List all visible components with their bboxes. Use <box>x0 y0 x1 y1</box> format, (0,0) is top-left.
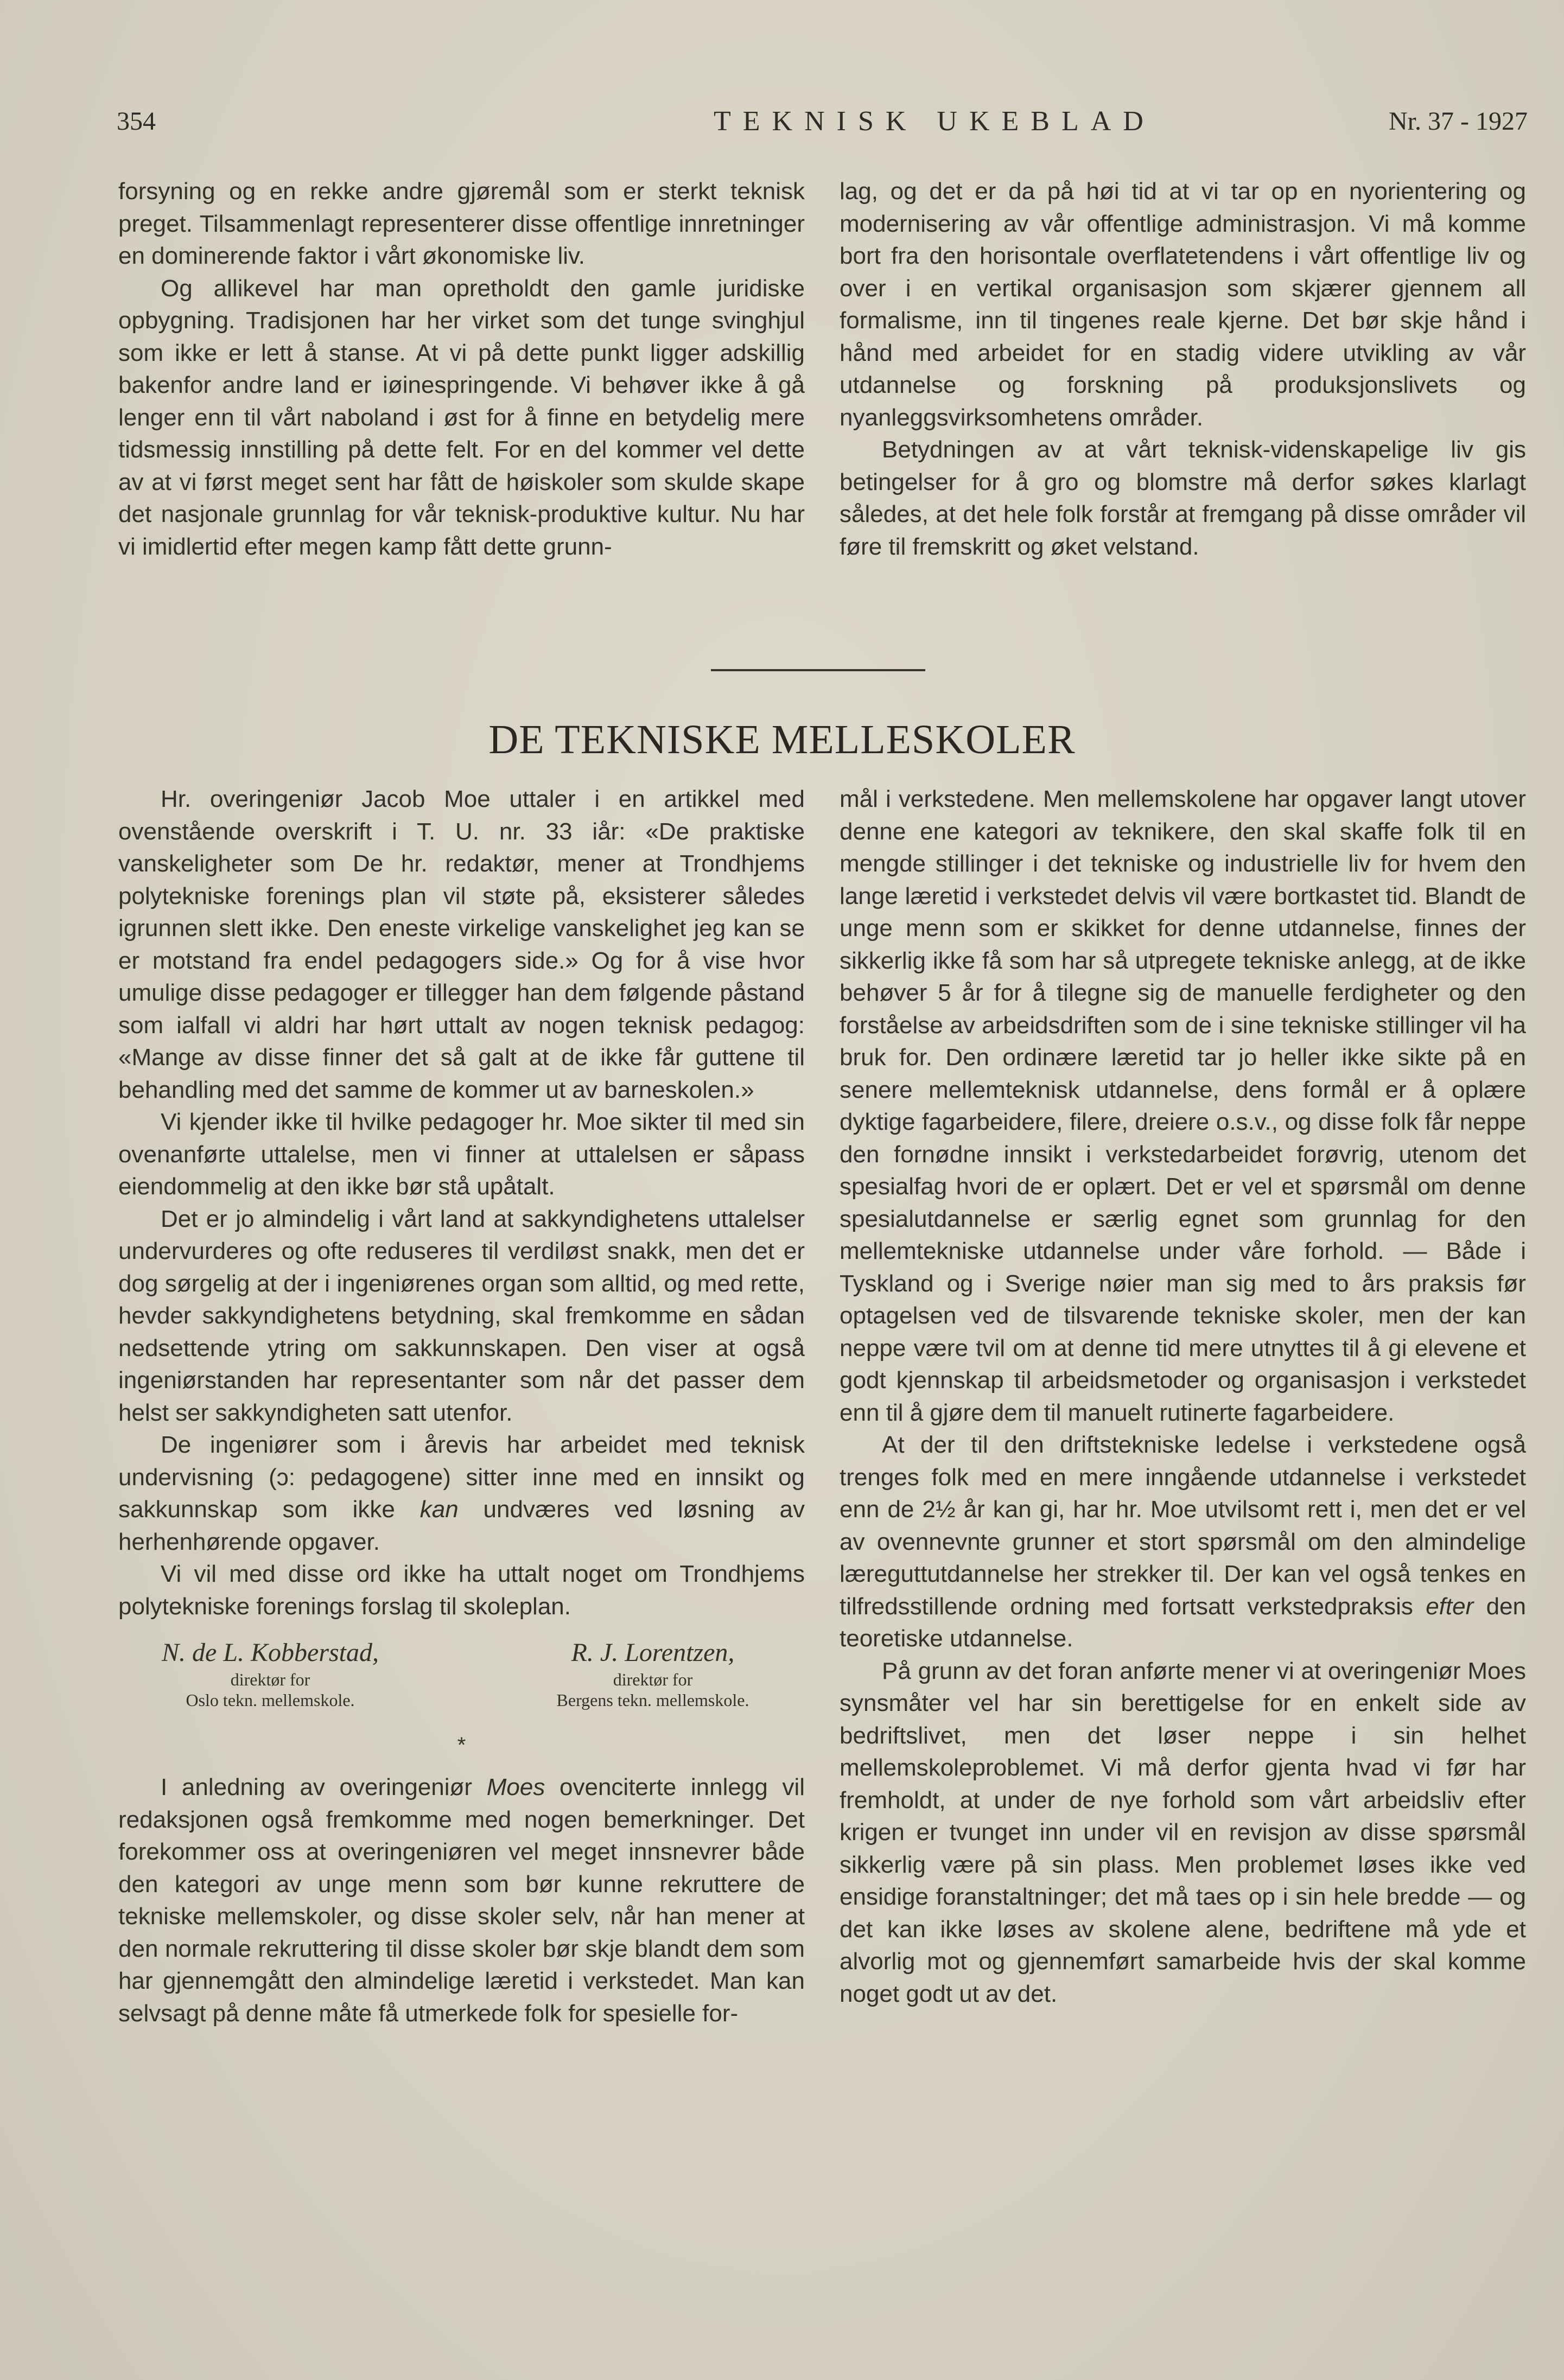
paragraph: mål i verkstedene. Men mellemskolene har opgaver langt utover denne ene kategori av teknikere, den skal skaffe folk til en mengde stillinger i det tekniske og industrielle liv for hvem den lange læretid i verkstedet delvis vil være bortkastet tid. Blandt de unge menn som er skikket for denne utdannelse, finnes der sikkerlig ikke få som har så utpregete tekniske anlegg, at de ikke behøver 5 år for å tilegne sig de manuelle ferdigheter og den forståelse av arbeidsdriften som de i sine tekniske stillinger vil ha bruk for. Den ordinære læretid tar jo heller ikke sikte på en senere mellemteknisk utdannelse, dens formål er å oplære dyktige fagarbeidere, filere, dreiere o.s.v., og disse folk får neppe den fornødne innsikt i verkstedarbeidet forøvrig, utenom det spesialfag hvori de er oplært. Det er vel et spørsmål om denne spesialutdannelse er særlig egnet som grunnlag for den mellemtekniske utdannelse under våre forhold. — Både i Tyskland og i Sverige nøier man sig med to års praksis før optagelsen ved de tilsvarende tekniske skoler, men der kan neppe være tvil om at denne tid mere utnyttes til å gi elevene et godt kjennskap til arbeidsmetoder og organisasjon i verkstedet enn til å gjøre dem til manuelt rutinerte fagarbeidere. <box>840 786 1526 1426</box>
paragraph: Vi kjender ikke til hvilke pedagoger hr. Moe sikter til med sin ovenanførte uttalelse, men vi finner at uttalelsen er såpass eiendommelig at den ikke bør stå upåtalt. <box>118 1109 805 1200</box>
paragraph: Vi vil med disse ord ikke ha uttalt noget om Trondhjems polytekniske forenings forslag til skoleplan. <box>118 1561 805 1620</box>
signatory-institution: Oslo tekn. mellemskole. <box>186 1690 355 1710</box>
paragraph: lag, og det er da på høi tid at vi tar op en nyorientering og modernisering av vår offentlige administrasjon. Vi må komme bort fra den horisontale overflatetendens i vårt offentlige liv og over i en vertikal organisasjon som skjærer gjennem all formalisme, inn til tingenes reale kjerne. Det bør skje hånd i hånd med arbeidet for en stadig videre utvikling av vår utdannelse og forskning på produksjonslivets og nyanleggsvirksomhetens områder. <box>840 178 1526 431</box>
text-run: den teoretiske utdannelse. <box>840 1593 1526 1652</box>
text-run: At der til den driftstekniske ledelse i verkstedene også trenges folk med en mere inngående utdannelse i verkstedet enn de 2½ år kan gi, har hr. Moe utvilsomt rett i, men det er vel av ovennevnte grunner et stort spørsmål om den almindelige læreguttutdannelse her strekker til. Der kan vel også tenkes en tilfredsstillende ordning med fortsatt verkstedpraksis <box>840 1431 1526 1620</box>
signatory-institution: Bergens tekn. mellemskole. <box>556 1690 749 1710</box>
paragraph: På grunn av det foran anførte mener vi at overingeniør Moes synsmåter vel har sin berettigelse for en enkelt side av bedriftslivet, men det løser neppe i sin helhet mellemskoleproblemet. Vi må derfor gjenta hvad vi før har fremholdt, at under de nye forhold som vårt arbeidsliv efter krigen er tvunget inn under vil en revisjon av disse spørsmål sikkerlig være på sin plass. Men problemet løses ikke ved ensidige foranstaltninger; det må taes op i sin hele bredde — og det kan ikke løses av skolene alene, bedriftene må yde et alvorlig mot og gjennemført samarbeide hvis der skal komme noget godt ut av det. <box>840 1657 1526 2007</box>
emphasis: Moes <box>486 1774 545 1800</box>
journal-title: TEKNISK UKEBLAD <box>714 106 1155 137</box>
text-run: I anledning av overingeniør <box>161 1774 487 1800</box>
page-number: 354 <box>117 107 156 136</box>
signatures <box>118 1637 805 1734</box>
top-right-column <box>840 175 1526 563</box>
paragraph <box>118 1771 805 2029</box>
text-run: ovenciterte innlegg vil redaksjonen også fremkomme med nogen bemerkninger. Det forekommer oss at overingeniøren vel meget innsnevrer både den kategori av unge menn som bør kunne rekruttere de tekniske mellemskoler, og disse skoler selv, når han mener at den normale rekruttering til disse skoler bør skje blandt dem som har gjennemgått den almindelige læretid i verkstedet. Man kan selvsagt på denne måte få utmerkede folk for spesielle for- <box>118 1774 805 2027</box>
paragraph: Det er jo almindelig i vårt land at sakkyndighetens uttalelser undervurderes og ofte reduseres til verdiløst snakk, men det er dog sørgelig at der i ingeniørenes organ som alltid, og med rette, hevder sakkyndighetens betydning, skal fremkomme en sådan nedsettende ytring om sakkunnskapen. Den viser at også ingeniørstanden har representanter som når det passer dem helst ser sakkyndigheten satt utenfor. <box>118 1205 805 1426</box>
asterisk-separator: * <box>457 1733 466 1757</box>
signatory-title: direktør for <box>613 1670 693 1689</box>
section-divider <box>711 669 925 671</box>
paragraph <box>118 1429 805 1558</box>
emphasis: efter <box>1426 1593 1474 1620</box>
article-right-column <box>840 783 1526 2010</box>
running-header <box>117 106 1528 144</box>
paragraph <box>840 1429 1526 1655</box>
text-run: De ingeniører som i årevis har arbeidet med teknisk undervisning (ɔ: pedagogene) sitter inne med en innsikt og sakkunnskap som ikke <box>118 1431 805 1523</box>
signature-kobberstad <box>118 1637 422 1710</box>
signatory-name: N. de L. Kobberstad, <box>161 1638 379 1667</box>
paragraph: Og allikevel har man opretholdt den gamle juridiske opbygning. Tradisjonen har her virket som det tunge svinghjul som ikke er lett å stanse. At vi på dette punkt ligger adskillig bakenfor andre land er iøinespringende. Vi behøver ikke å gå lenger enn til vårt naboland i øst for å finne en betydelig mere tidsmessig innstilling på dette felt. For en del kommer vel dette av at vi først meget sent har fått de høiskoler som skulde skape det nasjonale grunnlag for vår teknisk-produktive kultur. Nu har vi imidlertid efter megen kamp fått dette grunn- <box>118 275 805 560</box>
signatory-title: direktør for <box>230 1670 310 1689</box>
signature-lorentzen <box>501 1637 805 1710</box>
article-headline: DE TEKNISKE MELLESKOLER <box>488 717 1076 762</box>
paragraph: forsyning og en rekke andre gjøremål som er sterkt teknisk preget. Tilsammenlagt representerer disse offentlige innretninger en dominerende faktor i vårt økonomiske liv. <box>118 178 805 269</box>
issue-number: Nr. 37 - 1927 <box>1389 107 1528 136</box>
top-left-column <box>118 175 805 563</box>
emphasis: kan <box>419 1496 459 1523</box>
text-run: undværes ved løsning av herhenhørende opgaver. <box>118 1496 805 1555</box>
signatory-name: R. J. Lorentzen, <box>571 1638 735 1667</box>
article-left-column <box>118 783 805 2029</box>
paragraph: Hr. overingeniør Jacob Moe uttaler i en artikkel med ovenstående overskrift i T. U. nr. 33 iår: «De praktiske vanskeligheter som De hr. redaktør, mener at Trondhjems polytekniske forenings plan vil støte på, eksisterer således igrunnen slett ikke. Den eneste virkelige vanskelighet jeg kan se er motstand fra endel pedagogers side.» Og for å vise hvor umulige disse pedagoger er tillegger han dem følgende påstand som ialfall vi aldri har hørt uttalt av nogen teknisk pedagog: «Mange av disse finner det så galt at de ikke får guttene til behandling med det samme de kommer ut av barneskolen.» <box>118 786 805 1103</box>
paragraph: Betydningen av at vårt teknisk-videnskapelige liv gis betingelser for å gro og blomstre må derfor søkes klarlagt således, at det hele folk forstår at fremgang på disse områder vil føre til fremskritt og øket velstand. <box>840 436 1526 560</box>
